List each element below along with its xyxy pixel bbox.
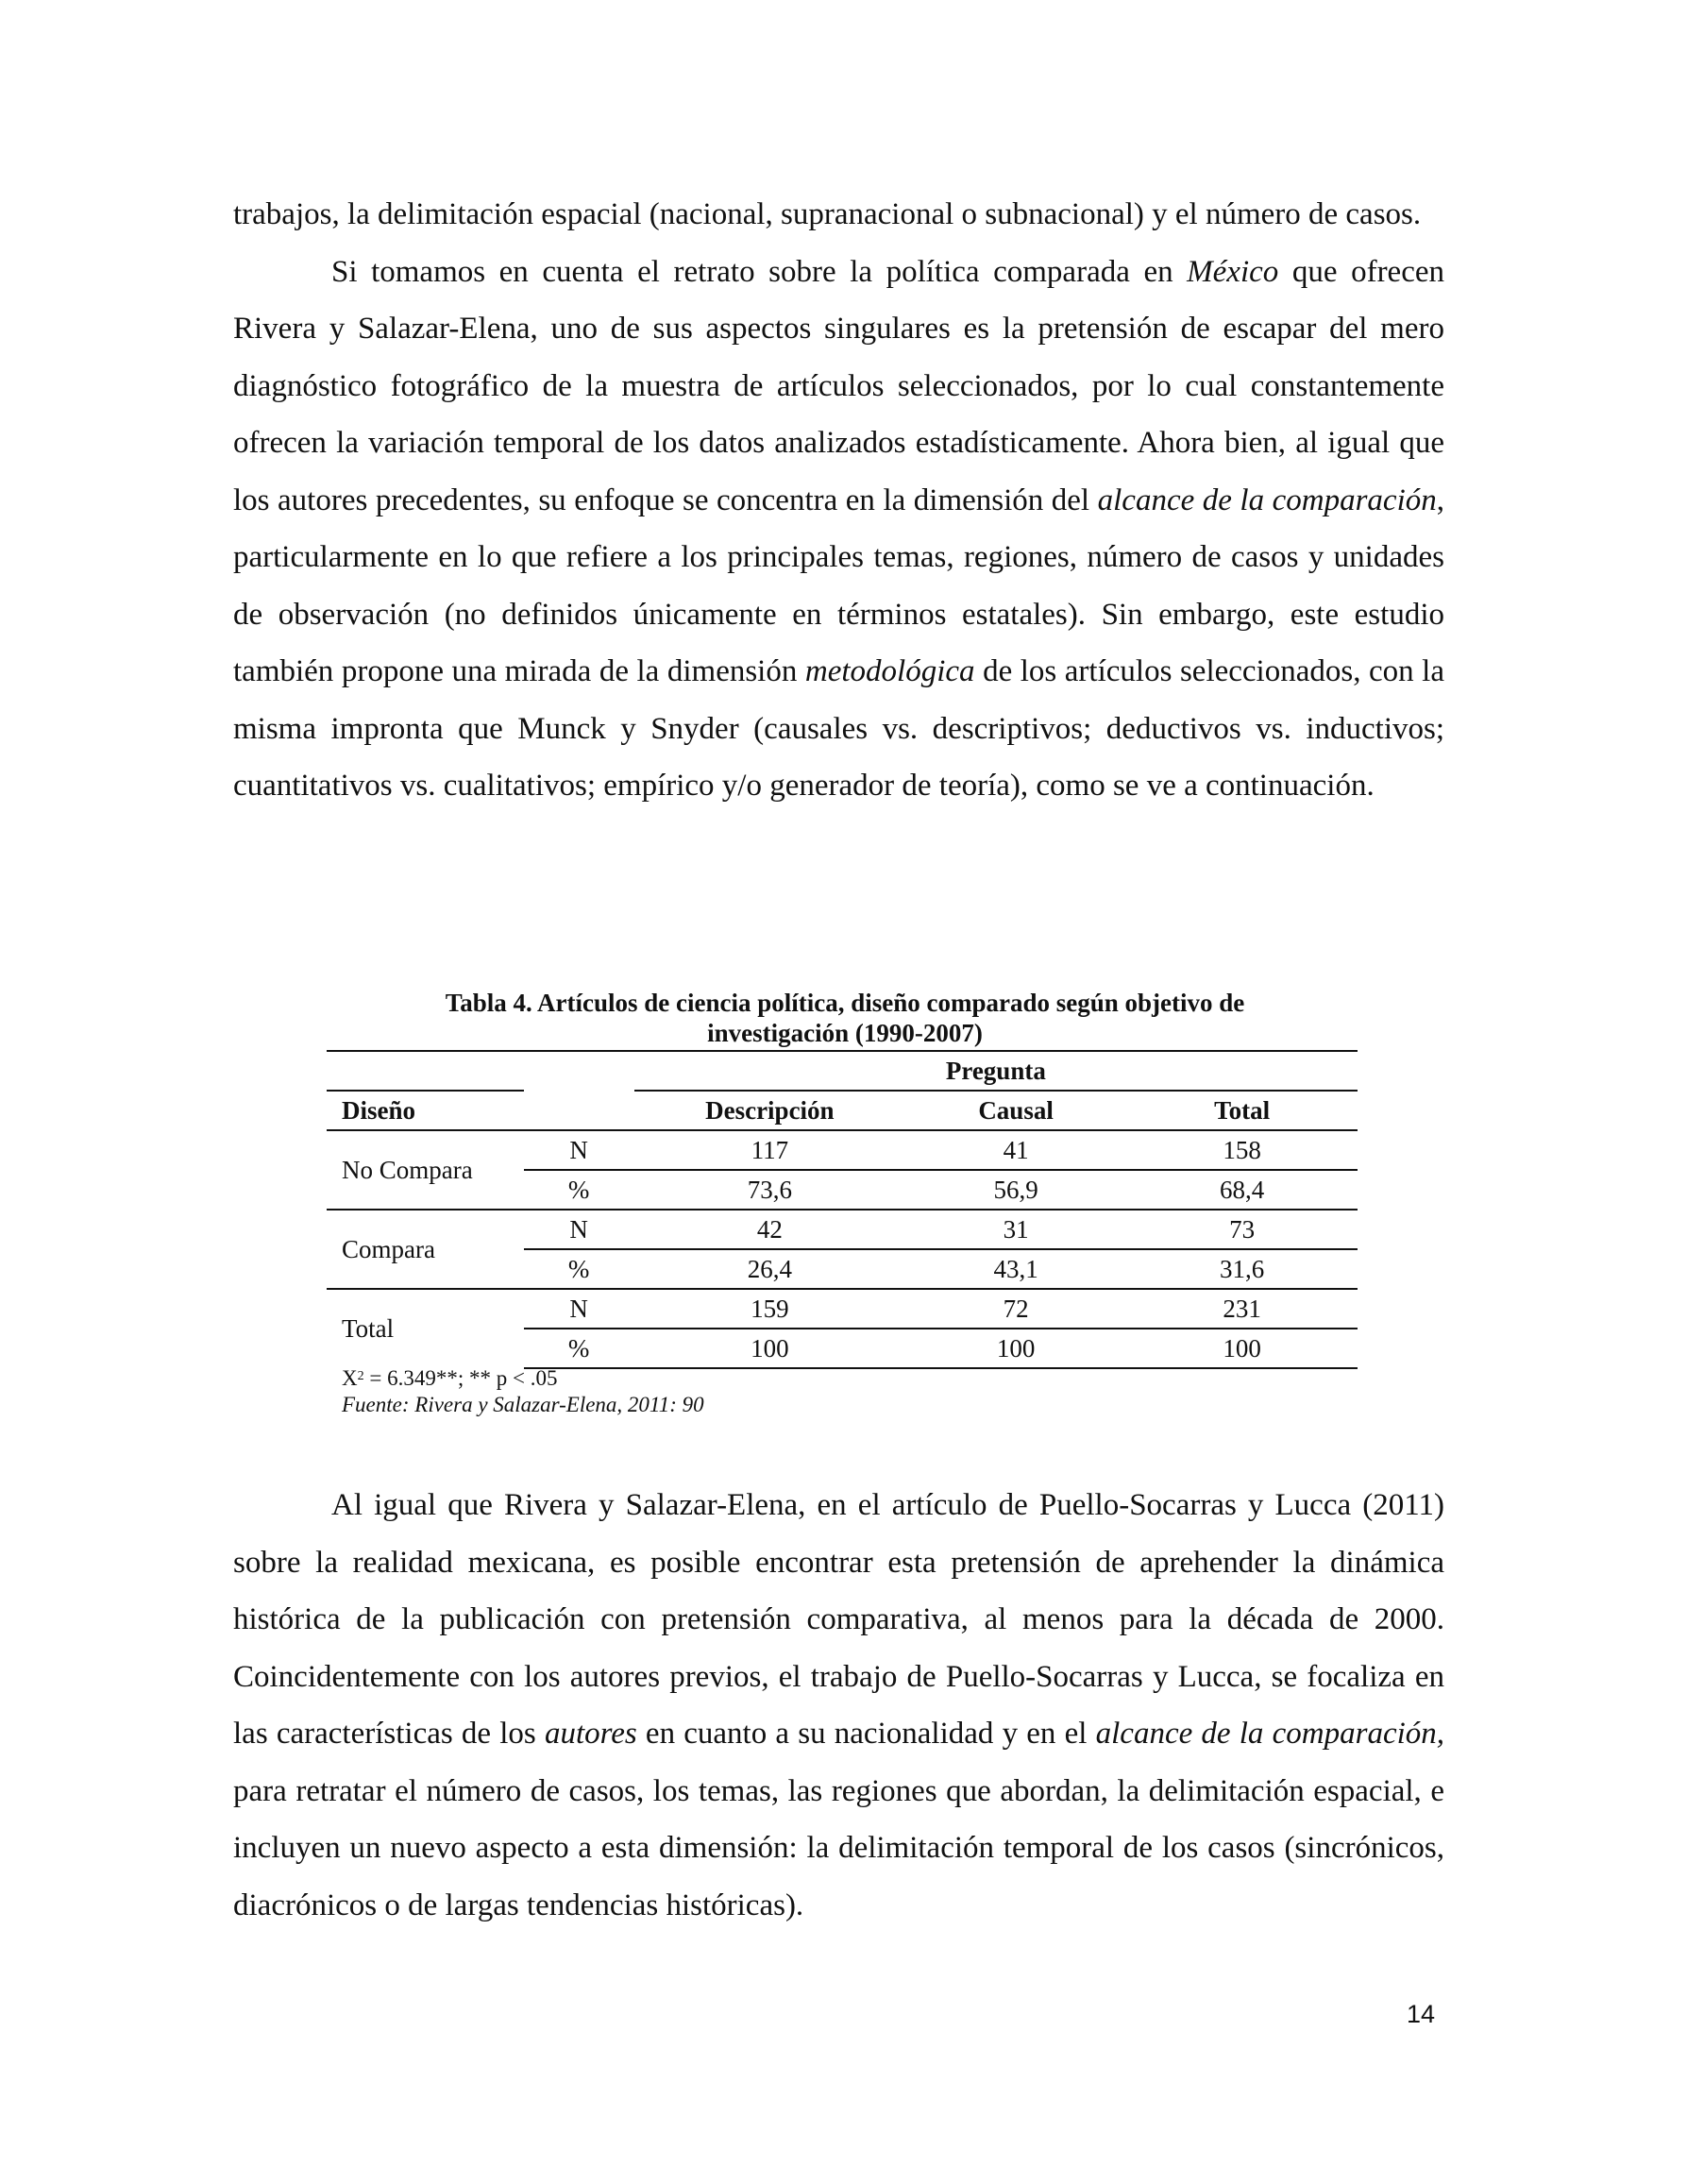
row-label: No Compara	[327, 1130, 524, 1210]
group-header-pregunta: Pregunta	[634, 1051, 1358, 1091]
table-source: Fuente: Rivera y Salazar-Elena, 2011: 90	[342, 1393, 704, 1416]
paragraph-puello-socarras: Al igual que Rivera y Salazar-Elena, en el artículo de Puello-Socarras y Lucca (2011) sobre la realidad mexicana, es posible encontrar esta pretensión de aprehender la dinámica histórica de la publicación con pretensión comparativa, al menos para la década de 2000. Coincidentemente con los autores previos, el trabajo de Puello-Socarras y Lucca, se focaliza en las características de los autores en cuanto a su nacionalidad y en el alcance de la comparación, para retratar el número de casos, los temas, las regiones que abordan, la delimitación espacial, e incluyen un nuevo aspecto a esta dimensión: la delimitación temporal de los casos (sincrónicos, diacrónicos o de largas tendencias históricas).	[233, 1488, 1445, 1922]
paragraph-continuation: trabajos, la delimitación espacial (nacional, supranacional o subnacional) y el número de casos.	[233, 197, 1422, 231]
body-text-top	[233, 186, 1444, 815]
body-text-bottom	[233, 1477, 1444, 1934]
row-label: Total	[327, 1289, 524, 1368]
column-header-diseno: Diseño	[327, 1091, 524, 1130]
paragraph-rivera-salazar: Si tomamos en cuenta el retrato sobre la política comparada en México que ofrecen Rivera y Salazar-Elena, uno de sus aspectos singulares es la pretensión de escapar del mero diagnóstico fotográfico de la muestra de artículos seleccionados, por lo cual constantemente ofrecen la variación temporal de los datos analizados estadísticamente. Ahora bien, al igual que los autores precedentes, su enfoque se concentra en la dimensión del alcance de la comparación, particularmente en lo que refiere a los principales temas, regiones, número de casos y unidades de observación (no definidos únicamente en términos estatales). Sin embargo, este estudio también propone una mirada de la dimensión metodológica de los artículos seleccionados, con la misma impronta que Munck y Snyder (causales vs. descriptivos; deductivos vs. inductivos; cuantitativos vs. cualitativos; empírico y/o generador de teoría), como se ve a continuación.	[233, 254, 1444, 803]
table-caption: Tabla 4. Artículos de ciencia política, diseño comparado según objetivo de investigación (1990-2007)	[445, 989, 1245, 1047]
table-note-chi-square: $X^2 = 6.349**$; ** p < .05	[342, 1366, 558, 1390]
table-row: Total N 159 72 231	[327, 1289, 1358, 1329]
data-table	[327, 1050, 1358, 1369]
column-header-descripcion: Descripción	[634, 1091, 905, 1130]
page-number: 14	[1407, 2000, 1436, 2028]
column-header-causal: Causal	[905, 1091, 1126, 1130]
table-row: % 100 100 100	[327, 1329, 1358, 1368]
table-row: Compara N 42 31 73	[327, 1210, 1358, 1249]
table-header-row	[327, 1091, 1358, 1130]
table-row: No Compara N 117 41 158	[327, 1130, 1358, 1170]
row-label: Compara	[327, 1210, 524, 1289]
table-row: % 73,6 56,9 68,4	[327, 1170, 1358, 1210]
table-group-header-row	[327, 1051, 1358, 1091]
table-row: % 26,4 43,1 31,6	[327, 1249, 1358, 1289]
column-header-total: Total	[1126, 1091, 1358, 1130]
